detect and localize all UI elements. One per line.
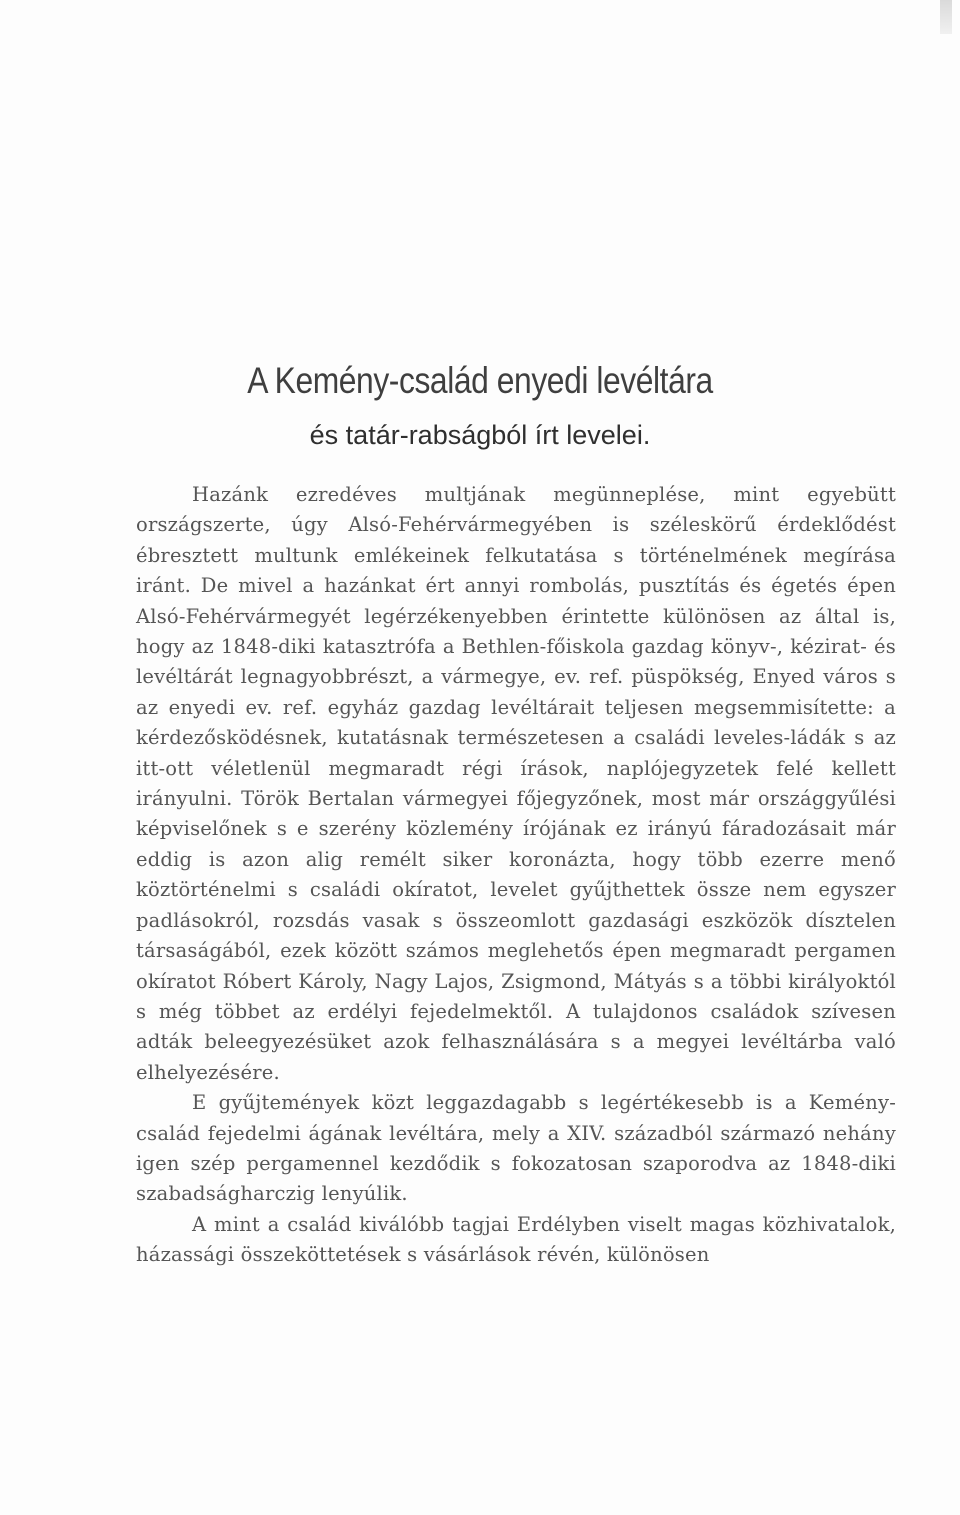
scan-edge-mark (940, 0, 952, 34)
paragraph-2: E gyűjtemények közt leggazdagabb s legértékesebb is a Kemény-család fejedelmi ágának levéltára, mely a XIV. századból származó nehány igen szép pergamennel kezdődik s fokozatosan szaporodva az 1848-diki szabadságharczig lenyúlik. (136, 1091, 896, 1206)
document-title: A Kemény-család enyedi levéltára (247, 360, 713, 401)
paragraph-1: Hazánk ezredéves multjának megünneplése, mint egyebütt országszerte, úgy Alsó-Fehérvármegyében is széleskörű érdeklődést ébresztett multunk emlékeinek felkutatása s történelmének megírása iránt. De mivel a hazánkat ért annyi rombolás, pusztítás és égetés épen Alsó-Fehérvármegyét legérzékenyebben érintette különösen az által is, hogy az 1848-diki katasztrófa a Bethlen-főiskola gazdag könyv-, kézirat- és levéltárát legnagyobbrészt, a vármegye, ev. ref. püspökség, Enyed város s az enyedi ev. ref. egyház gazdag levéltárait teljesen megsemmisítette: a kérdezősködésnek, kutatásnak természetesen a családi leveles-ládák s az itt-ott véletlenül megmaradt régi írások, naplójegyzetek felé kellett irányulni. Török Bertalan vármegyei főjegyzőnek, most már országgyűlési képviselőnek s e szerény közlemény írójának ez irányú fáradozásait már eddig is azon alig remélt siker koronázta, hogy több ezerre menő köztörténelmi s családi okíratot, levelet gyűjthettek össze nem egyszer padlásokról, rozsdás vasak s összeomlott gazdasági eszközök dísztelen társaságából, ezek között számos meglehetős épen megmaradt pergamen okíratot Róbert Károly, Nagy Lajos, Zsigmond, Mátyás s a többi királyoktól s még többet az erdélyi fejedelmektől. A tulajdonos családok szívesen adták beleegyezésüket azok felhasználására s a megyei levéltárba való elhelyezésére. (136, 483, 896, 1084)
paragraph-3: A mint a család kiválóbb tagjai Erdélyben viselt magas közhivatalok, házassági összeköttetések s vásárlások révén, különösen (136, 1212, 896, 1267)
document-subtitle: és tatár-rabságból írt levelei. (309, 420, 651, 450)
document-body (136, 480, 896, 1271)
